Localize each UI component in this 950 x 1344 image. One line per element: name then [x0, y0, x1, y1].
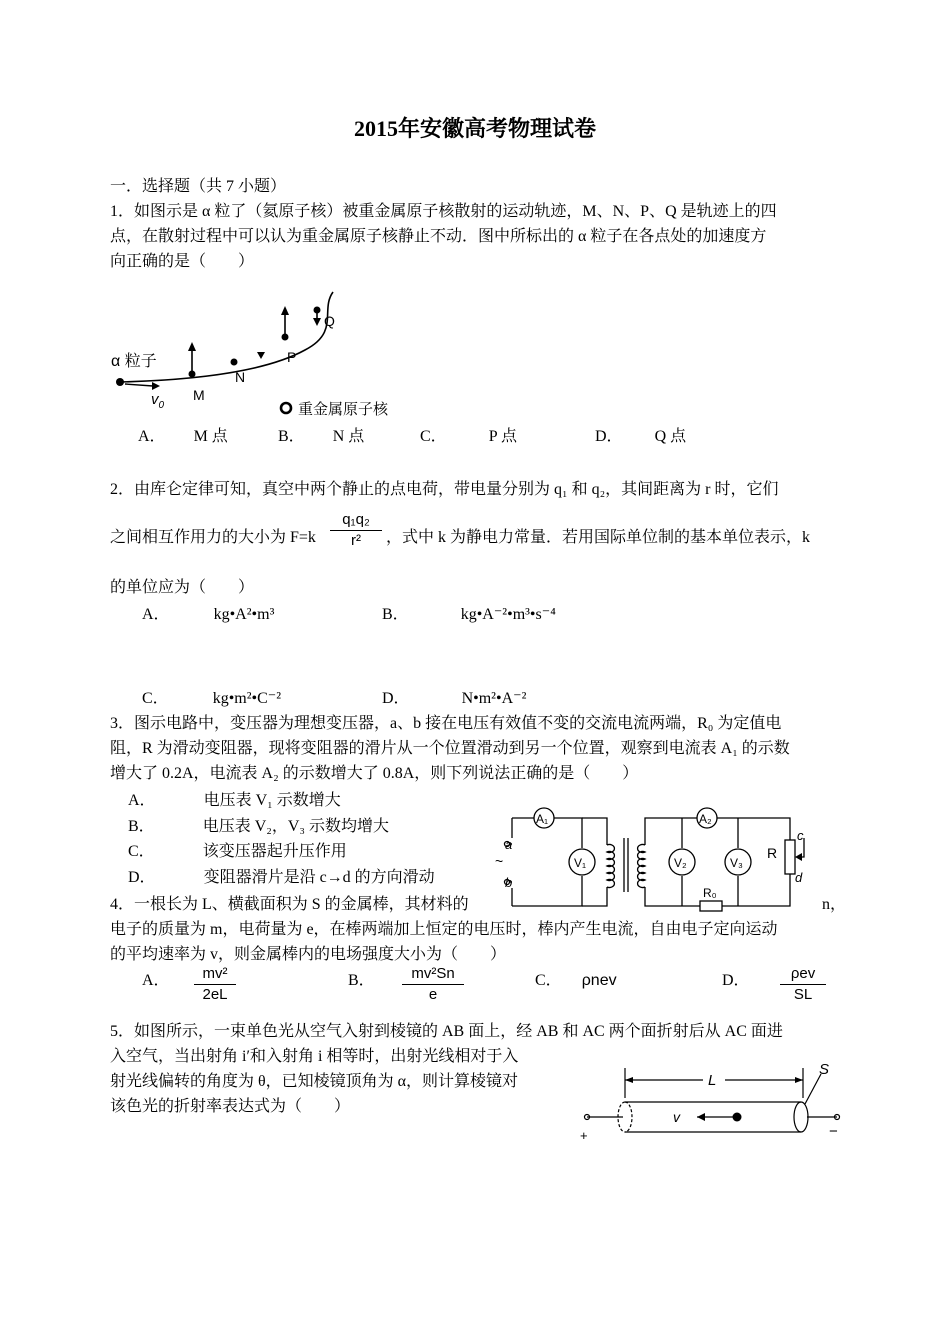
area-label: S [819, 1061, 830, 1078]
q4-text-line1b: n， [822, 896, 847, 913]
q3-option-a[interactable]: A． 电压表 V₁ 示数增大 [128, 792, 341, 809]
q3-option-b[interactable]: B． 电压表 V₂，V₃ 示数均增大 [128, 818, 389, 835]
terminal-c-label: c [797, 828, 804, 843]
velocity-arrow-icon [152, 382, 160, 390]
q1-text-line1: 1．如图示是 α 粒了（氦原子核）被重金属原子核散射的运动轨迹，M、N、P、Q 是轨迹上的四 [110, 203, 777, 220]
r0-label: R₀ [703, 886, 717, 900]
q4-option-d-key[interactable]: D． [722, 972, 750, 989]
velocity-label: v [673, 1109, 680, 1125]
point-p-label: P [287, 349, 297, 365]
alpha-start-dot [116, 378, 124, 386]
plus-terminal-label: + [580, 1128, 588, 1143]
q2-text-line3: 的单位应为（ ） [110, 579, 255, 596]
q5-rod-figure [575, 1060, 845, 1145]
q4-option-c[interactable]: C． ρnev [535, 972, 617, 989]
ac-symbol: ~ [495, 853, 504, 869]
electron-dot [733, 1113, 742, 1122]
q5-text-line4: 该色光的折射率表达式为（ ） [110, 1098, 351, 1115]
q1-option-b[interactable]: B． N 点 [278, 428, 365, 445]
q3-text-line3: 增大了 0.2A，电流表 A₂ 的示数增大了 0.8A，则下列说法正确的是（ ） [110, 765, 639, 782]
q1-text-line3: 向正确的是（ ） [110, 253, 255, 270]
q3-option-c[interactable]: C． 该变压器起升压作用 [128, 843, 347, 860]
q4-option-a-fraction[interactable]: $\frac{\text{mv²}}{2eL}$ [194, 964, 236, 1005]
length-label: L [708, 1072, 717, 1089]
q5-text-line3: 射光线偏转的角度为 θ，已知棱镜顶角为 α，则计算棱镜对 [110, 1073, 519, 1090]
q2-option-d[interactable]: D． N•m²•A⁻² [382, 690, 527, 707]
q2-text-line2b: ，式中 k 为静电力常量．若用国际单位制的基本单位表示，k [386, 529, 811, 546]
v2-label: V₂ [674, 856, 687, 870]
q1-option-a[interactable]: A． M 点 [138, 428, 228, 445]
arrow-down-icon [313, 318, 321, 326]
section-heading: 一．选择题（共 7 小题） [110, 178, 287, 195]
arrow-up-icon [281, 306, 289, 315]
point-n-dot [231, 359, 238, 366]
q1-figure [105, 280, 425, 425]
arrow-up-icon [188, 342, 196, 351]
q3-option-d[interactable]: D． 变阻器滑片是沿 c→d 的方向滑动 [128, 869, 435, 886]
v0-label: $v_0$ [151, 391, 165, 411]
slider-arrow-icon [795, 853, 802, 861]
q4-option-b-fraction[interactable]: $\frac{\text{mv²Sn}}{e}$ [402, 964, 464, 1005]
q2-option-a[interactable]: A． kg•A²•m³ [142, 606, 275, 623]
point-n-label: N [235, 369, 246, 385]
r-label: R [767, 845, 778, 861]
q4-text-line3: 的平均速率为 v，则金属棒内的电场强度大小为（ ） [110, 946, 507, 963]
v3-label: V₃ [730, 856, 743, 870]
point-m-label: M [193, 387, 205, 403]
q5-text-line2: 入空气，当出射角 i′和入射角 i 相等时，出射光线相对于入 [110, 1048, 519, 1065]
page-title: 2015年安徽高考物理试卷 [353, 116, 596, 141]
q3-circuit-figure [492, 800, 822, 918]
direction-arrow-icon [257, 352, 265, 359]
q2-option-b[interactable]: B． kg•A⁻²•m³•s⁻⁴ [382, 606, 556, 623]
v1-label: V₁ [574, 856, 587, 870]
electron-velocity-arrow-icon [697, 1113, 705, 1121]
arrow-left-icon [625, 1077, 633, 1083]
arrow-right-icon [795, 1077, 803, 1083]
terminal-a-label: a [505, 837, 513, 852]
terminal-d-label: d [795, 870, 803, 885]
q3-text-line2: 阻，R 为滑动变阻器，现将变阻器的滑片从一个位置滑动到另一个位置，观察到电流表 A₁ 的示数 [110, 740, 790, 757]
nucleus-label: 重金属原子核 [298, 401, 389, 418]
q4-option-d-fraction[interactable]: ρev SL [780, 964, 826, 1005]
q2-text-line1: 2．由库仑定律可知，真空中两个静止的点电荷，带电量分别为 q₁ 和 q₂，其间距离为 r 时，它们 [110, 481, 779, 498]
alpha-label: α 粒子 [111, 353, 157, 370]
q4-text-line2: 电子的质量为 m，电荷量为 e，在棒两端加上恒定的电压时，棒内产生电流，自由电子定向运动 [110, 921, 778, 938]
coulomb-fraction: $\frac{\text{q₁q₂}}{\text{r²}}$ [330, 510, 382, 551]
a2-label: A₂ [699, 812, 712, 826]
a1-label: A₁ [536, 812, 549, 826]
q3-text-line1: 3．图示电路中，变压器为理想变压器，a、b 接在电压有效值不变的交流电流两端，R₀ 为定值电 [110, 715, 782, 732]
point-q-label: Q [324, 313, 335, 329]
minus-terminal-label: − [829, 1123, 838, 1140]
q4-text-line1a: 4．一根长为 L、横截面积为 S 的金属棒，其材料的 [110, 896, 469, 913]
q4-option-a-key[interactable]: A． [142, 972, 170, 989]
q2-text-line2a: 之间相互作用力的大小为 F=k [110, 529, 316, 546]
nucleus-icon [281, 403, 291, 413]
q5-text-line1: 5．如图所示，一束单色光从空气入射到棱镜的 AB 面上，经 AB 和 AC 两个面折射后从 AC 面进 [110, 1023, 783, 1040]
q1-option-d[interactable]: D． Q 点 [595, 428, 687, 445]
q1-text-line2: 点，在散射过程中可以认为重金属原子核静止不动．图中所标出的 α 粒子在各点处的加速度方 [110, 228, 767, 245]
terminal-b-label: b [505, 875, 513, 890]
q4-option-b-key[interactable]: B． [348, 972, 375, 989]
q2-option-c[interactable]: C． kg•m²•C⁻² [142, 690, 282, 707]
q1-option-c[interactable]: C． P 点 [420, 428, 517, 445]
